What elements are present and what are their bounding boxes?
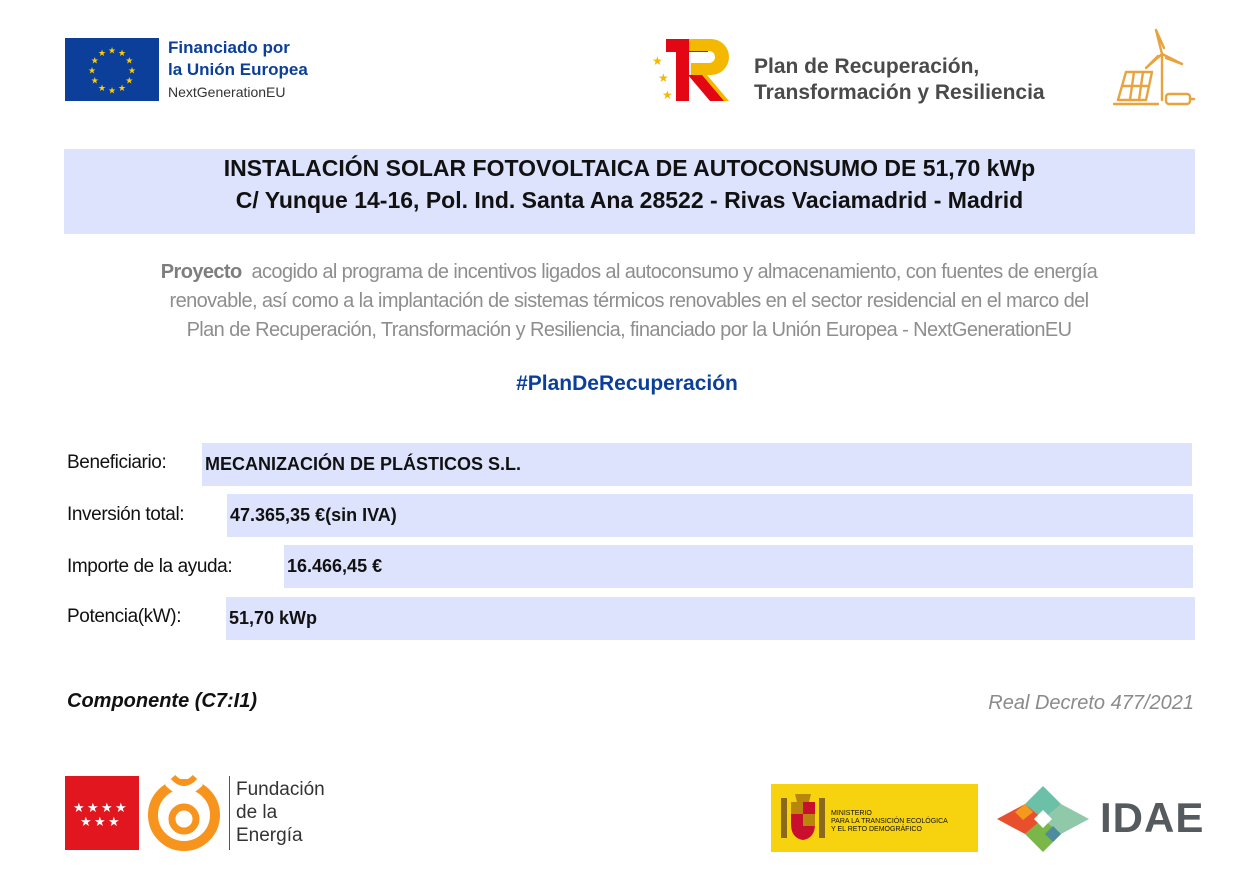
eu-line1: Financiado por [168,38,290,57]
project-line1 [68,258,1190,287]
ayuda-value: 16.466,45 € [287,556,383,576]
svg-text:★: ★ [658,71,669,85]
title-line1: INSTALACIÓN SOLAR FOTOVOLTAICA DE AUTOCONSUMO DE 51,70 kWp [223,155,1036,181]
eu-star: ★ [88,65,97,76]
potencia-value: 51,70 kWp [229,608,318,628]
inversion-label: Inversión total: [67,504,185,525]
eu-funding-logo-text [168,37,308,103]
fundacion-energia-logo-icon [145,775,223,851]
fundacion-line3: Energía [236,825,303,846]
eu-star: ★ [118,48,127,59]
prtr-line1: Plan de Recuperación, [754,55,980,78]
inversion-value: 47.365,35 €(sin IVA) [230,505,397,525]
ministerio-line2: PARA LA TRANSICIÓN ECOLÓGICA [831,818,948,825]
svg-text:★: ★ [662,88,673,102]
ayuda-label: Importe de la ayuda: [67,556,233,577]
project-line1-text: acogido al programa de incentivos ligados al autoconsumo y almacenamiento, con fuentes de energía [251,261,1098,283]
eu-star: ★ [118,82,127,93]
eu-star: ★ [125,75,134,86]
eu-star: ★ [108,85,117,96]
hashtag: #PlanDeRecuperación [516,372,738,395]
ministerio-line3: Y EL RETO DEMOGRÁFICO [831,826,922,833]
decree-label: Real Decreto 477/2021 [988,692,1194,714]
ministerio-text [831,810,948,834]
ministerio-line1: MINISTERIO [831,810,872,817]
svg-text:★: ★ [101,801,113,816]
prtr-logo-text [754,54,1045,106]
eu-star: ★ [90,55,99,66]
fundacion-energia-text [236,778,325,847]
eu-line3: NextGenerationEU [168,84,286,100]
svg-text:★: ★ [87,801,99,816]
title-banner [64,149,1195,234]
eu-flag-icon [65,38,159,101]
ayuda-field [284,545,1193,588]
eu-star: ★ [98,48,107,59]
beneficiario-field [202,443,1192,486]
eu-star: ★ [108,45,117,56]
idae-logo-icon [995,784,1091,854]
fundacion-line2: de la [236,802,278,823]
eu-star: ★ [90,75,99,86]
svg-text:★: ★ [108,815,120,830]
svg-text:★: ★ [94,815,106,830]
project-line3: Plan de Recuperación, Transformación y Resiliencia, financiado por la Unión Europea - NextGenerationEU [186,319,1072,341]
project-lead: Proyecto [160,261,242,283]
solar-wind-icon [1112,28,1196,110]
svg-text:★: ★ [115,801,127,816]
inversion-field [227,494,1193,537]
eu-line2: la Unión Europea [168,60,308,79]
prtr-line2: Transformación y Resiliencia [754,81,1045,104]
fundacion-line1: Fundación [236,779,325,800]
potencia-label: Potencia(kW): [67,606,182,627]
ministerio-logo [771,784,978,852]
eu-star: ★ [98,82,107,93]
eu-star: ★ [125,55,134,66]
svg-text:★: ★ [652,54,663,68]
potencia-field [226,597,1195,640]
title-line2: C/ Yunque 14-16, Pol. Ind. Santa Ana 28522 - Rivas Vaciamadrid - Madrid [235,187,1024,213]
beneficiario-label: Beneficiario: [67,452,167,473]
fundacion-divider [229,776,230,850]
component-label: Componente (C7:I1) [67,690,257,712]
eu-star: ★ [128,65,137,76]
project-description [68,258,1190,345]
svg-text:★: ★ [80,815,92,830]
beneficiario-value: MECANIZACIÓN DE PLÁSTICOS S.L. [205,454,522,474]
comunidad-madrid-flag-icon [65,776,139,850]
spain-coat-of-arms-icon [779,792,827,844]
project-line2: renovable, así como a la implantación de sistemas térmicos renovables en el sector residencial en el marco del [169,290,1089,312]
svg-text:★: ★ [73,801,85,816]
prtr-logo-icon [650,37,736,103]
idae-logo-text: IDAE [1100,794,1205,841]
